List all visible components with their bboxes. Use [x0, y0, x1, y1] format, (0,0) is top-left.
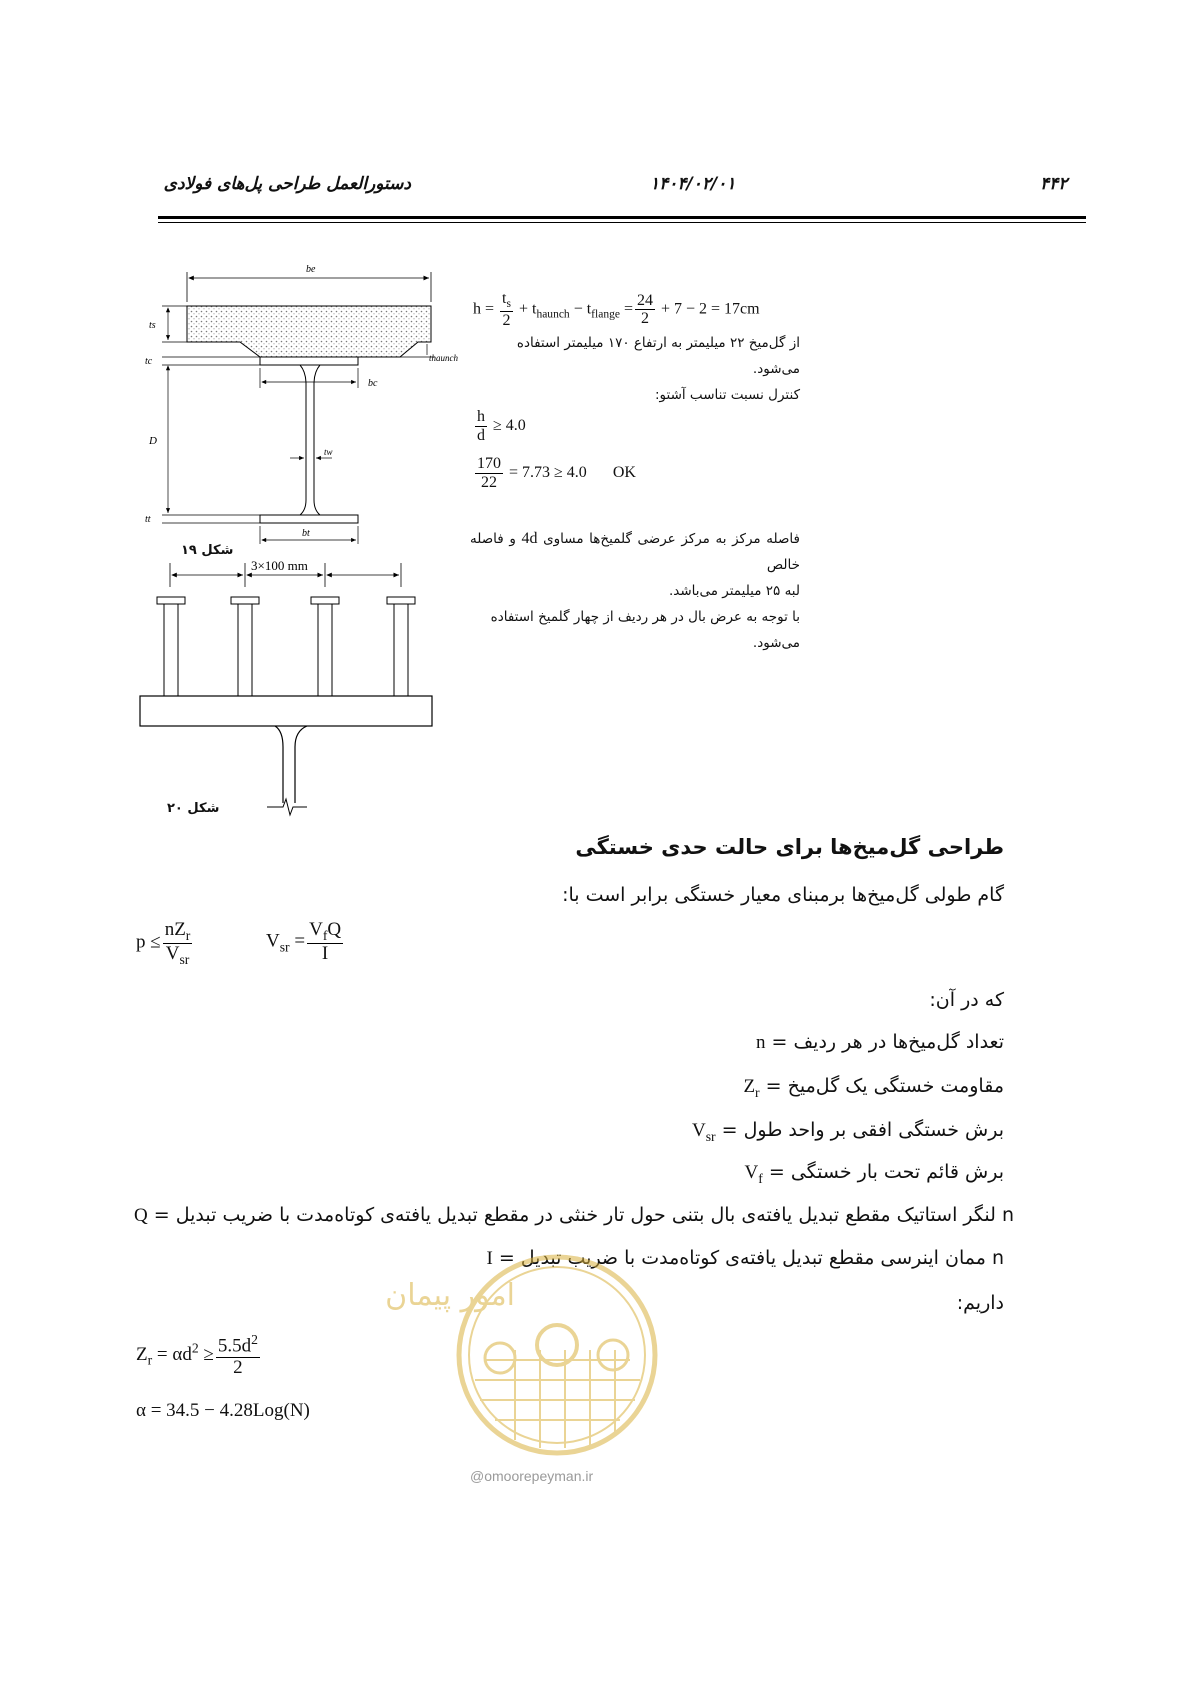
ok-label: OK	[612, 463, 636, 481]
figure-19-caption: شکل ۱۹	[181, 543, 234, 558]
label-bc: bc	[368, 378, 378, 389]
stud-spacing-paragraph: فاصله مرکز به مرکز عرضی گلمیخ‌ها مساوی 4d و فاصله خالص لبه ۲۵ میلیمتر می‌باشد. با توجه به عرض بال در هر ردیف از چهار گلمیخ استفاده می‌شود.	[470, 530, 800, 651]
h-eq-lhs: h =	[473, 300, 495, 318]
ratio-rule: $\frac{h}{d}$ ≥ 4.0	[477, 408, 526, 444]
h-eq-mid: + t	[518, 300, 537, 318]
ratio-check: $\frac{170}{22}$ = 7.73 ≥ 4.0 OK	[477, 455, 636, 491]
watermark-logo-text: امور پیمان	[385, 1278, 515, 1313]
pitch-equation: p ≤ $\frac{nZ_r}{V_{sr}}$	[136, 919, 191, 967]
watermark-logo	[385, 1250, 660, 1470]
h-eq-flange: flange	[591, 308, 620, 321]
watermark-site: @omoorepeyman.ir	[470, 1468, 594, 1484]
where-text: که در آن:	[929, 989, 1004, 1011]
header-title: دستورالعمل طراحی پل‌های فولادی	[163, 174, 411, 194]
label-be: be	[306, 264, 316, 275]
figure-20-caption: شکل ۲۰	[167, 801, 220, 816]
label-thaunch: thaunch	[429, 353, 458, 363]
zr-equation: $Z_r = \alpha d^2$ ≥ $\frac{5.5d^2}{2}$	[136, 1332, 258, 1379]
section-intro: گام طولی گل‌میخ‌ها برمبنای معیار خستگی برابر است با:	[562, 884, 1004, 906]
h-equation: h = $\frac{t_s}{2}$ + $t_{haunch} - t_{flange}$ = $\frac{24}{2}$ + 7 − 2 = 17cm	[473, 290, 760, 329]
ratio-check-title: کنترل نسبت تناسب آشتو:	[654, 387, 800, 403]
page-number: ۴۴۲	[1040, 174, 1068, 194]
label-ts: ts	[149, 320, 156, 331]
stud-spacing-dimension: 3×100 mm	[251, 558, 308, 573]
label-tw: tw	[324, 447, 333, 457]
header-date: ۱۴۰۴/۰۲/۰۱	[650, 174, 736, 194]
def-i: I = ممان اینرسی مقطع تبدیل یافته‌ی کوتاه‌مدت با ضریب تبدیل n	[486, 1247, 1004, 1269]
def-vf: $V_f$ = برش قائم تحت بار خستگی	[744, 1161, 1004, 1186]
label-D: D	[149, 435, 157, 447]
we-have-text: داریم:	[956, 1292, 1004, 1314]
section-heading: طراحی گل‌میخ‌ها برای حالت حدی خستگی	[575, 835, 1004, 859]
def-vsr: $V_{sr}$ = برش خستگی افقی بر واحد طول	[691, 1119, 1004, 1144]
label-tc: tc	[145, 356, 153, 367]
stud-size-text: از گل‌میخ ۲۲ میلیمتر به ارتفاع ۱۷۰ میلیمتر استفاده می‌شود.	[516, 335, 800, 377]
alpha-equation: α = 34.5 − 4.28Log(N)	[136, 1400, 310, 1421]
h-eq-minus: − t	[573, 300, 592, 318]
h-eq-tail: + 7 − 2 = 17cm	[660, 300, 760, 318]
def-q: Q = لنگر استاتیک مقطع تبدیل یافته‌ی بال بتنی حول تار خنثی در مقطع تبدیل یافته‌ی کوتاه‌مدت با ضریب تبدیل n	[134, 1204, 1014, 1226]
def-n: n = تعداد گل‌میخ‌ها در هر ردیف	[756, 1031, 1004, 1053]
label-bt: bt	[302, 528, 310, 539]
h-eq-haunch: haunch	[536, 308, 570, 321]
vsr-equation: $V_{sr}$ = $\frac{V_fQ}{I}$	[266, 919, 342, 964]
header-rule-thin	[158, 222, 1086, 223]
header-rule-thick	[158, 216, 1086, 219]
figure-19-girder-section	[140, 260, 500, 560]
figure-20-shear-studs	[135, 555, 445, 830]
def-zr: $Z_r$ = مقاومت خستگی یک گل‌میخ	[743, 1075, 1004, 1100]
label-tt: tt	[145, 514, 151, 525]
